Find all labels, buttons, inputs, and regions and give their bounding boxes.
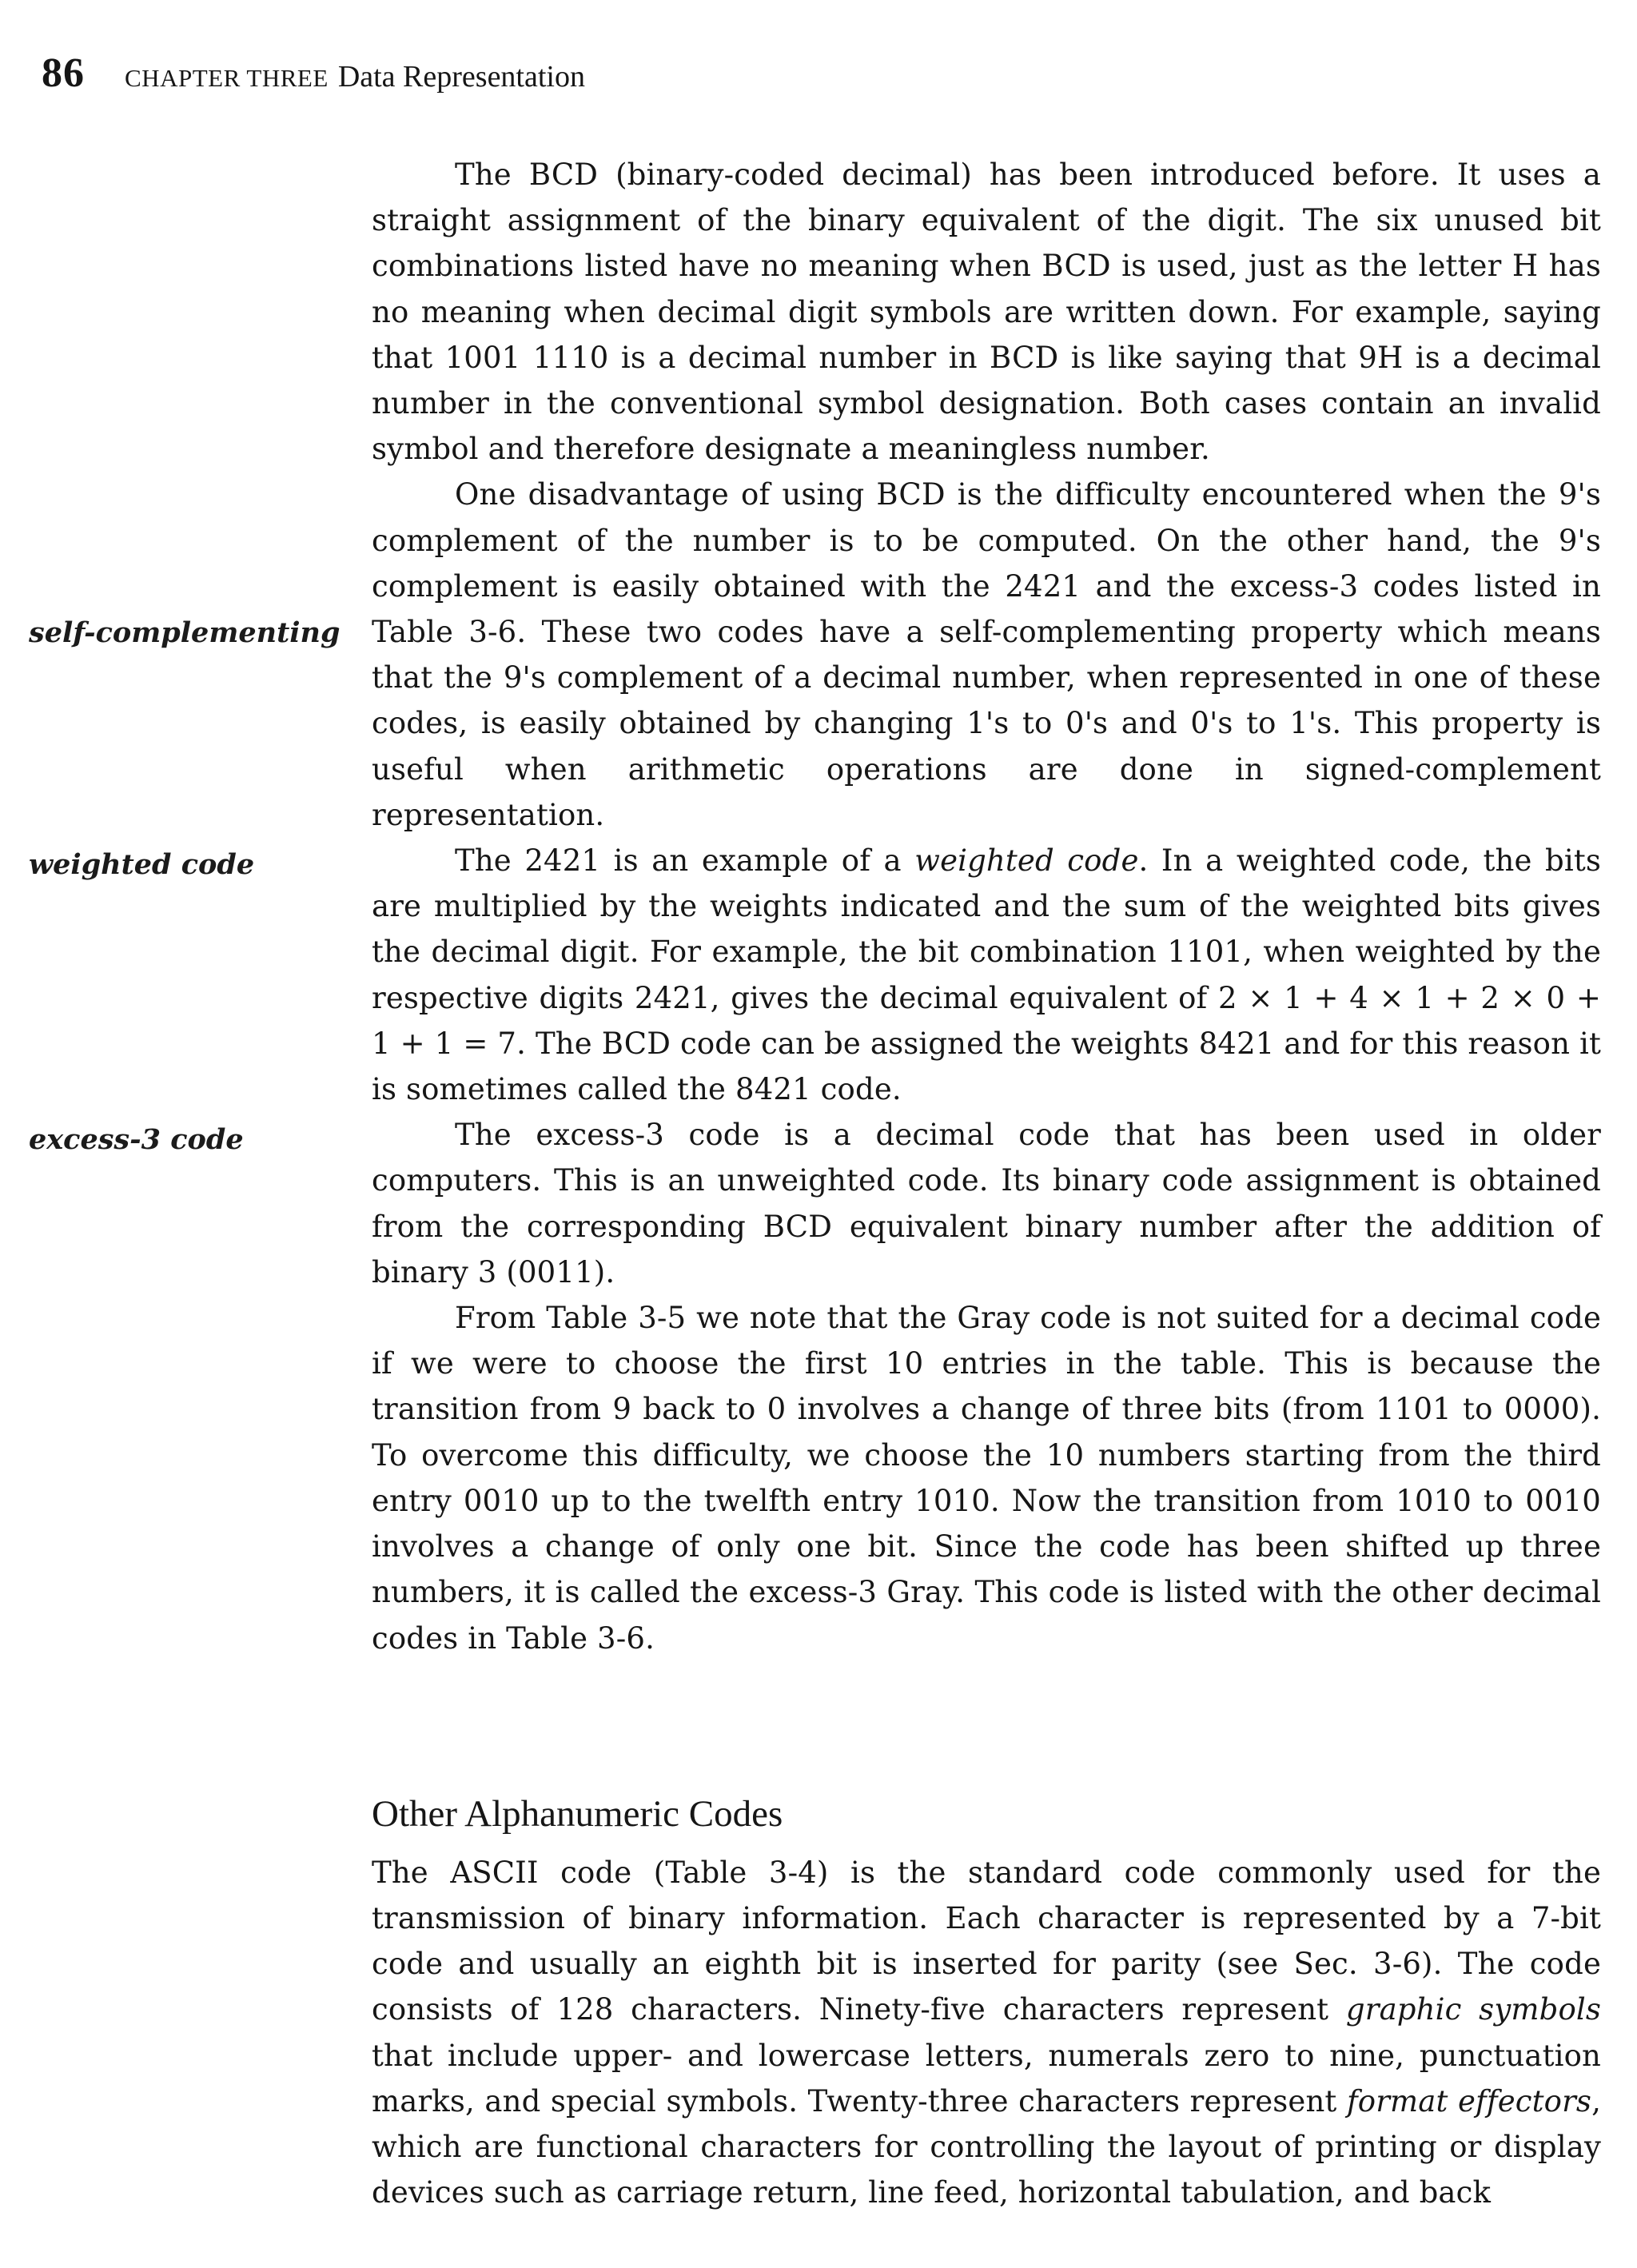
paragraph-text: . In a weighted code, the bits are multiplied by the weights indicated and the sum of the weighted bits gives the decimal digit. For example, the bit combination 1101, when weighted by the respective digits 2421, gives the decimal equivalent of 2 × 1 + 4 × 1 + 2 × 0 + 1 + 1 = 7. The BCD code can be assigned the weights 8421 and for this reason it is sometimes called the 8421 code. <box>372 843 1602 1107</box>
section-heading: Other Alphanumeric Codes <box>372 1792 783 1835</box>
paragraph-text: The ASCII code (Table 3-4) is the standard code commonly used for the transmission of binary information. Each character is represented by a 7-bit code and usually an eighth bit is inserted for parity (see Sec. 3-6). The code consists of 128 characters. Ninety-five characters represent <box>372 1855 1601 2027</box>
page-number: 86 <box>42 50 85 96</box>
paragraph-weighted-code <box>372 838 1601 1112</box>
chapter-label: CHAPTER THREE <box>125 64 329 92</box>
running-head <box>42 50 585 114</box>
text-column <box>372 152 1601 2215</box>
term-graphic-symbols: graphic symbols <box>1345 1992 1601 2027</box>
paragraph-text: The 2421 is an example of a <box>455 843 915 879</box>
paragraph-gray-code: From Table 3-5 we note that the Gray code is not suited for a decimal code if we were to choose the first 10 entries in the table. This is because the transition from 9 back to 0 involves a change of three bits (from 1101 to 0000). To overcome this difficulty, we choose the 10 numbers starting from the third entry 0010 up to the twelfth entry 1010. Now the transition from 1010 to 0010 involves a change of only one bit. Since the code has been shifted up three numbers, it is called the excess-3 Gray. This code is listed with the other decimal codes in Table 3-6. <box>372 1301 1601 1656</box>
term-weighted-code: weighted code <box>914 843 1139 879</box>
paragraph-excess-3: The excess-3 code is a decimal code that has been used in older computers. This is an unweighted code. Its binary code assignment is obtained from the corresponding BCD equivalent binary number after the addition of binary 3 (0011). <box>372 1118 1601 1289</box>
margin-note-weighted-code: weighted code <box>29 848 255 881</box>
paragraph-self-complementing: One disadvantage of using BCD is the difficulty encountered when the 9's complement of the number is to be computed. On the other hand, the 9's complement is easily obtained with the 2421 and the excess-3 codes listed in Table 3-6. These two codes have a self-complementing property which means that the 9's complement of a decimal number, when represented in one of these codes, is easily obtained by changing 1's to 0's and 0's to 1's. This property is useful when arithmetic operations are done in signed-complement representation. <box>372 477 1601 832</box>
term-format-effectors: format effectors <box>1346 2083 1592 2119</box>
paragraph-text: , which are functional characters for controlling the layout of printing or display devices such as carriage return, line feed, horizontal tabulation, and back <box>372 2083 1601 2210</box>
paragraph-ascii <box>372 1850 1601 2216</box>
margin-note-self-complementing: self-complementing <box>29 616 341 649</box>
paragraph-bcd-intro: The BCD (binary-coded decimal) has been introduced before. It uses a straight assignment of the binary equivalent of the digit. The six unused bit combinations listed have no meaning when BCD is used, just as the letter H has no meaning when decimal digit symbols are written down. For example, saying that 1001 1110 is a decimal number in BCD is like saying that 9H is a decimal number in the conventional symbol designation. Both cases contain an invalid symbol and therefore designate a meaningless number. <box>372 157 1601 467</box>
margin-note-excess-3-code: excess-3 code <box>29 1123 244 1156</box>
section-title: Data Representation <box>337 60 585 94</box>
paragraph-text: that include upper- and lowercase letters, numerals zero to nine, punctuation marks, and special symbols. Twenty-three characters represent <box>372 2038 1601 2119</box>
